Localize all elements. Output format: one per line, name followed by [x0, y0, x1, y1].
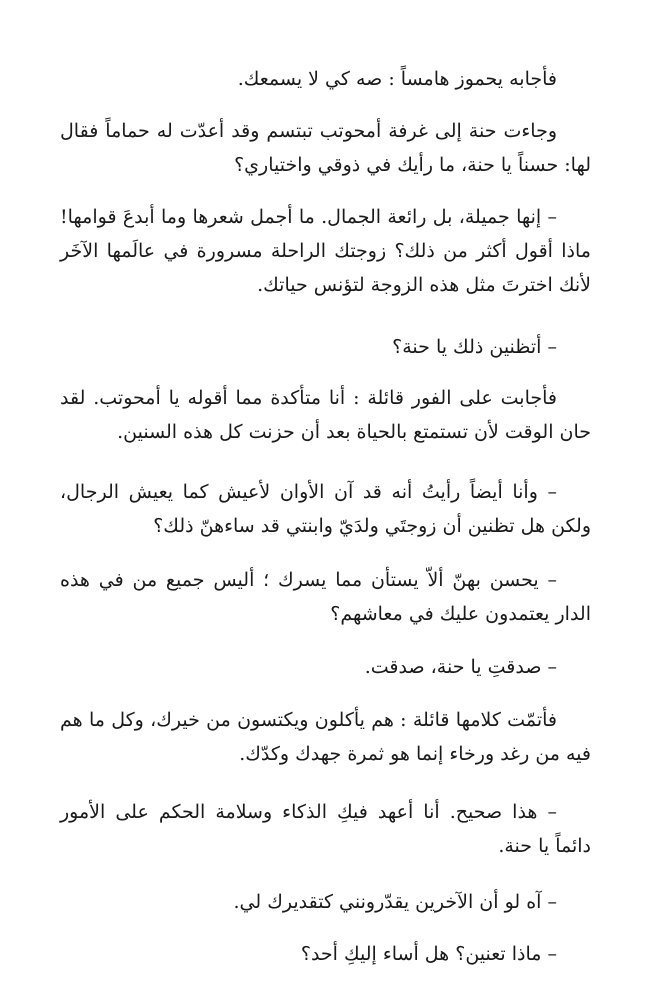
paragraph-7: – يحسن بهنّ ألاّ يستأن مما يسرك ؛ أليس جميع من في هذه الدار يعتمدون عليك في معاشهم؟ — [60, 569, 591, 625]
paragraph-6: – وأنا أيضاً رأيتُ أنه قد آن الأوان لأعيش كما يعيش الرجال، ولكن هل تظنين أن زوجتَي ولدَيّ وابنتي قد ساءهنّ ذلك؟ — [60, 481, 591, 537]
paragraph-8: – صدقتِ يا حنة، صدقت. — [364, 656, 557, 678]
paragraph-1: فأجابه يحموز هامساً : صه كي لا يسمعك. — [237, 68, 557, 90]
paragraph-4: – أتظنين ذلك يا حنة؟ — [392, 336, 557, 358]
paragraph-11: – آه لو أن الآخرين يقدّرونني كتقديرك لي. — [233, 891, 557, 913]
paragraph-2: وجاءت حنة إلى غرفة أمحوتب تبتسم وقد أعدّت له حماماً فقال لها: حسناً يا حنة، ما رأيك في ذوقي واختياري؟ — [60, 120, 591, 176]
paragraph-12: – ماذا تعنين؟ هل أساء إليكِ أحد؟ — [300, 943, 557, 965]
paragraph-3: – إنها جميلة، بل رائعة الجمال. ما أجمل شعرها وما أبدعَ قوامها! ماذا أقول أكثر من ذلك؟ زوجتك الراحلة مسرورة في عالَمها الآخَر لأنك اخترتَ مثل هذه الزوجة لتؤنس حياتك. — [60, 206, 591, 296]
paragraph-10: – هذا صحيح. أنا أعهد فيكِ الذكاء وسلامة الحكم على الأمور دائماً يا حنة. — [60, 801, 591, 857]
paragraph-9: فأتمّت كلامها قائلة : هم يأكلون ويكتسون من خيرك، وكل ما هم فيه من رغد ورخاء إنما هو ثمرة جهدك وكدّك. — [60, 709, 591, 765]
paragraph-5: فأجابت على الفور قائلة : أنا متأكدة مما أقوله يا أمحوتب. لقد حان الوقت لأن تستمتع بالحياة بعد أن حزنت كل هذه السنين. — [60, 387, 591, 443]
